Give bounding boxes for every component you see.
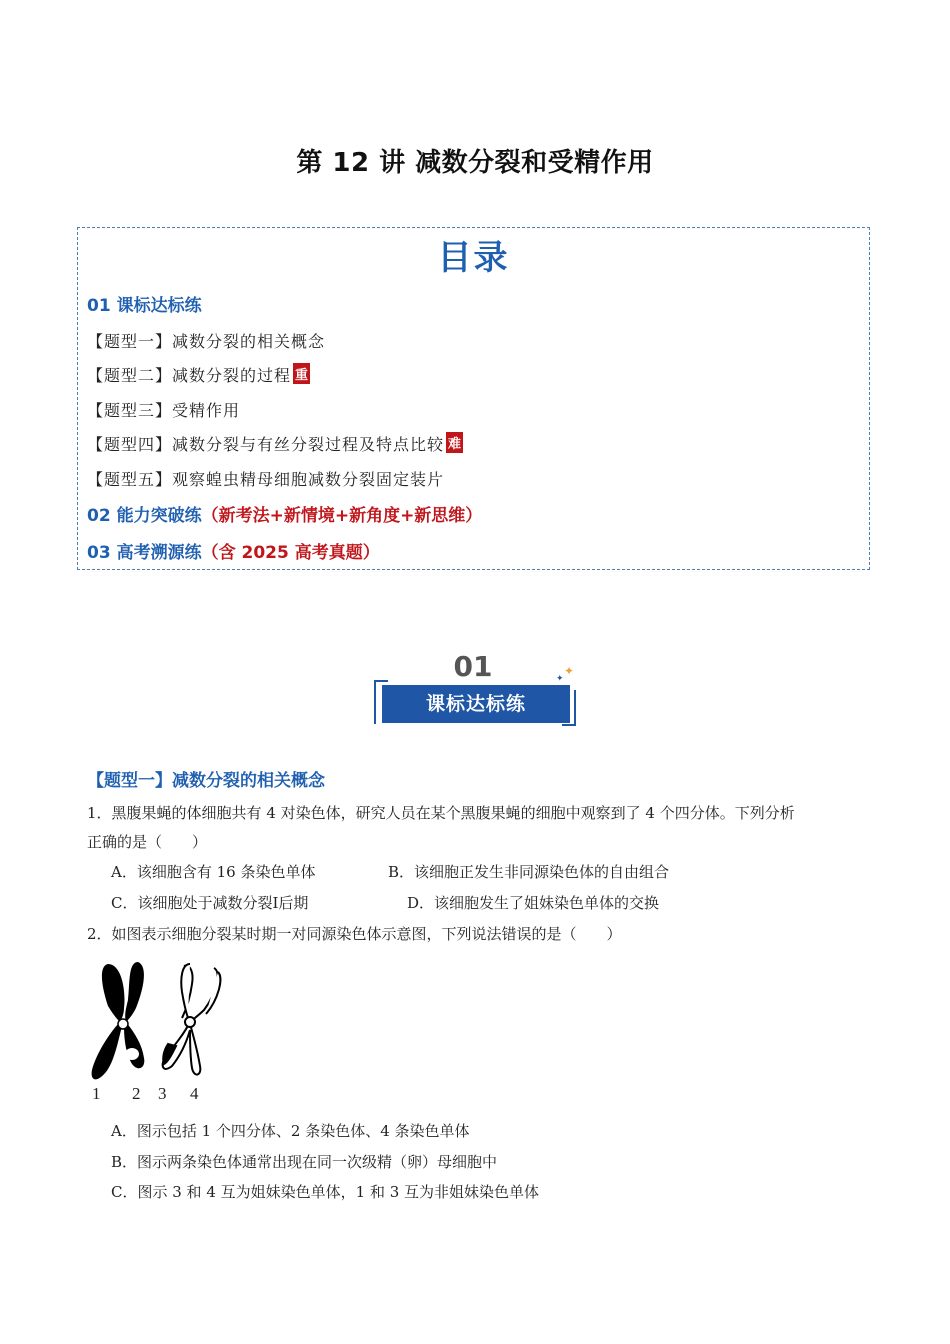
toc-item-label: 【题型一】减数分裂的相关概念 bbox=[87, 332, 326, 351]
difficult-tag: 难 bbox=[446, 432, 463, 453]
toc-item-1 bbox=[87, 329, 325, 352]
chromosome-figure bbox=[86, 958, 236, 1103]
important-tag: 重 bbox=[293, 363, 310, 384]
figure-label-4: 4 bbox=[190, 1084, 199, 1103]
q1-option-b: B．该细胞正发生非同源染色体的自由组合 bbox=[388, 863, 670, 881]
toc-item-4 bbox=[87, 432, 463, 455]
q1-stem-line2: 正确的是（ ） bbox=[87, 833, 208, 851]
toc-section-3-note: （含 2025 高考真题） bbox=[201, 543, 380, 563]
chromosome-white bbox=[163, 964, 221, 1075]
toc-item-label: 【题型四】减数分裂与有丝分裂过程及特点比较 bbox=[87, 435, 445, 454]
toc-section-1: 01 课标达标练 bbox=[87, 296, 202, 316]
chromosome-black bbox=[92, 962, 145, 1079]
q1-stem-line1: 1．黑腹果蝇的体细胞共有 4 对染色体，研究人员在某个黑腹果蝇的细胞中观察到了 4 个四分体。下列分析 bbox=[87, 804, 795, 822]
toc-item-label: 【题型三】受精作用 bbox=[87, 401, 241, 420]
toc-item-3 bbox=[87, 398, 240, 421]
q1-option-d: D．该细胞发生了姐妹染色单体的交换 bbox=[407, 894, 660, 912]
toc-section-3-title: 03 高考溯源练 bbox=[87, 543, 202, 563]
figure-label-1: 1 bbox=[92, 1084, 101, 1103]
q2-option-b: B．图示两条染色体通常出现在同一次级精（卵）母细胞中 bbox=[111, 1153, 498, 1171]
toc-item-label: 【题型五】观察蝗虫精母细胞减数分裂固定装片 bbox=[87, 470, 445, 489]
figure-label-3: 3 bbox=[158, 1084, 167, 1103]
toc-item-label: 【题型二】减数分裂的过程 bbox=[87, 366, 292, 385]
toc-heading: 目录 bbox=[437, 238, 510, 278]
type-heading: 【题型一】减数分裂的相关概念 bbox=[87, 771, 325, 791]
q2-option-c: C．图示 3 和 4 互为姐妹染色单体，1 和 3 互为非姐妹染色单体 bbox=[111, 1183, 540, 1201]
table-of-contents bbox=[77, 227, 870, 570]
toc-section-2-note: （新考法+新情境+新角度+新思维） bbox=[201, 506, 483, 526]
toc-item-5 bbox=[87, 467, 444, 490]
homologous-chromosome-diagram bbox=[86, 958, 236, 1103]
q1-option-a: A．该细胞含有 16 条染色单体 bbox=[111, 863, 316, 881]
toc-section-2-title: 02 能力突破练 bbox=[87, 506, 202, 526]
q2-option-a: A．图示包括 1 个四分体、2 条染色体、4 条染色单体 bbox=[111, 1122, 470, 1140]
q2-stem: 2．如图表示细胞分裂某时期一对同源染色体示意图，下列说法错误的是（ ） bbox=[87, 925, 622, 943]
figure-label-2: 2 bbox=[132, 1084, 141, 1103]
toc-section-2 bbox=[87, 501, 482, 526]
toc-section-3 bbox=[87, 538, 380, 563]
sparkle-icon: ✦ bbox=[556, 674, 564, 684]
section-number: 01 bbox=[453, 650, 493, 683]
section-badge bbox=[370, 650, 582, 730]
section-label: 课标达标练 bbox=[382, 685, 570, 723]
sparkle-icon: ✦ bbox=[564, 664, 575, 678]
q1-option-c: C．该细胞处于减数分裂Ⅰ后期 bbox=[111, 894, 309, 912]
toc-item-2 bbox=[87, 363, 310, 386]
page-title: 第 12 讲 减数分裂和受精作用 bbox=[296, 148, 654, 178]
